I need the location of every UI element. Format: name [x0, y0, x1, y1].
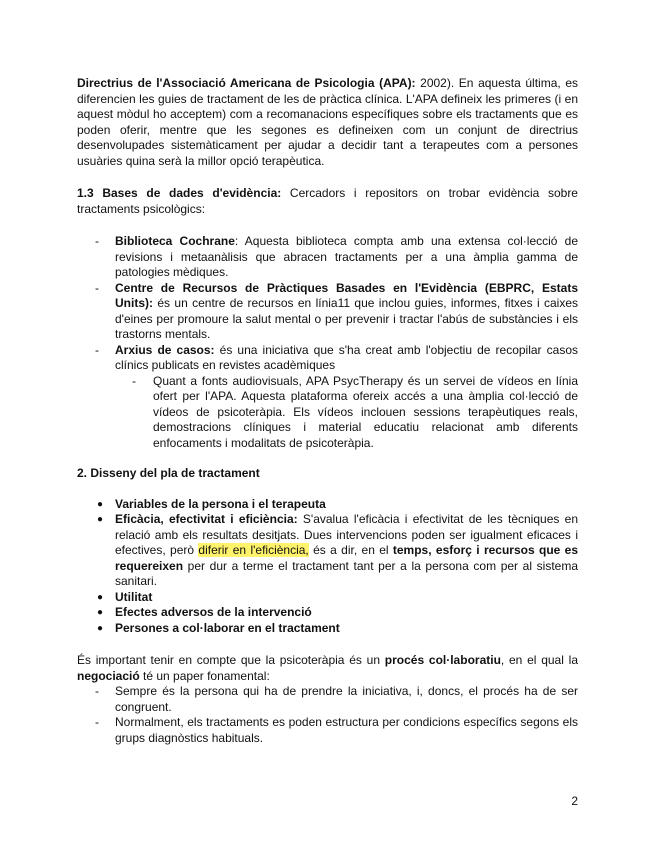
page-number: 2 [571, 794, 578, 808]
resource-name: Arxius de casos: [115, 342, 215, 357]
section-1-3-paragraph [77, 186, 578, 217]
list-item [77, 234, 578, 281]
closing-list [77, 684, 578, 746]
section-1-3-heading: 1.3 Bases de dades d'evidència: [77, 186, 282, 200]
section-2-heading: 2. Disseny del pla de tractament [77, 466, 260, 480]
bullet-marker: ● [97, 591, 104, 603]
bullet-marker: ● [97, 622, 104, 634]
list-item [77, 343, 578, 452]
resource-name: Centre de Recursos de Pràctiques Basades en l'Evidència (EBPRC, Estats Units): [115, 280, 578, 310]
list-item: ● Eficàcia, efectivitat i eficiència: S'avalua l'eficàcia i efectivitat de les tècniques en relació amb els resultats desitjats. Dues intervencions poden ser igualment eficaces i efectives, però diferir en l'eficiència, és a dir, en el temps, esforç i recursos que es requereixen per dur a terme el tractament tant per a la persona com per al sistema sanitari. [97, 512, 579, 588]
intro-paragraph [77, 76, 578, 169]
bullet-marker: ● [97, 607, 104, 618]
dash-marker: - [95, 342, 99, 357]
page-content [77, 76, 578, 746]
bullet-marker: ● [97, 514, 104, 525]
list-item: - Sempre és la persona qui ha de prendre la iniciativa, i, doncs, el procés ha de ser congruent. [95, 684, 578, 714]
resource-name: Biblioteca Cochrane [115, 234, 235, 248]
resource-description: : Aquesta biblioteca compta amb una extensa col·lecció de revisions i metaanàlisis que abracen tractaments per a una àmplia gamma de patologies mèdiques. [115, 234, 579, 279]
resource-description: és una iniciativa que s'ha creat amb l'objectiu de recopilar casos clínics publicats en revistes acadèmiques [115, 342, 578, 372]
list-item: - Normalment, els tractaments es poden estructura per condicions específics segons els grups diagnòstics habituals. [95, 715, 578, 745]
list-item: ● Variables de la persona i el terapeuta [97, 496, 326, 511]
list-item: ● Persones a col·laborar en el tractament [97, 620, 340, 635]
evidence-resources-list [77, 234, 578, 451]
section-1-3-text: Cercadors i repositors on trobar evidència sobre tractaments psicològics: [77, 186, 578, 216]
closing-paragraph: És important tenir en compte que la psicoteràpia és un procés col·laboratiu, en el qual la negociació té un paper fonamental: [77, 653, 578, 683]
list-item: ● Utilitat [97, 589, 153, 604]
audiovisual-sources-text: Quant a fonts audiovisuals, APA PsycTherapy és un servei de vídeos en línia ofert per l'APA. Aquesta plataforma ofereix accés a una àmplia col·lecció de vídeos de psicoteràpia. Els vídeos inclouen sessions terapèutiques reals, demostracions clíniques i material educatiu relacionat amb diferents enfocaments i modalitats de psicoteràpia. [153, 373, 578, 450]
apa-guidelines-term: Directrius de l'Associació Americana de Psicologia (APA): [77, 76, 416, 90]
dash-marker: - [132, 373, 136, 388]
list-item [115, 374, 578, 452]
list-item [77, 281, 578, 343]
dash-marker: - [95, 715, 99, 729]
dash-marker: - [95, 684, 99, 698]
bullet-marker: ● [97, 498, 104, 510]
treatment-plan-list [77, 497, 578, 637]
nested-resources-list [115, 374, 578, 452]
intro-text: 2002). En aquesta última, es diferencien les guies de tractament de les de pràctica clínica. L'APA defineix les primeres (i en aquest mòdul ho acceptem) com a recomanacions específiques sobre els tractaments que es poden oferir, mentre que les segones es defineixen com un conjunt de directrius desenvolupades sistemàticament per ajudar a decidir tant a terapeutes com a persones usuàries quina serà la millor opció terapèutica. [77, 76, 578, 168]
highlighted-text: diferir en l'eficiència, [198, 543, 309, 557]
resource-description: és un centre de recursos en línia11 que inclou guies, informes, fitxes i caixes d'eines per promoure la salut mental o per prevenir i tractar l'abús de substàncies i els trastorns mentals. [115, 296, 578, 341]
dash-marker: - [95, 234, 99, 248]
list-item: ● Efectes adversos de la intervenció [97, 605, 312, 619]
dash-marker: - [95, 280, 99, 295]
